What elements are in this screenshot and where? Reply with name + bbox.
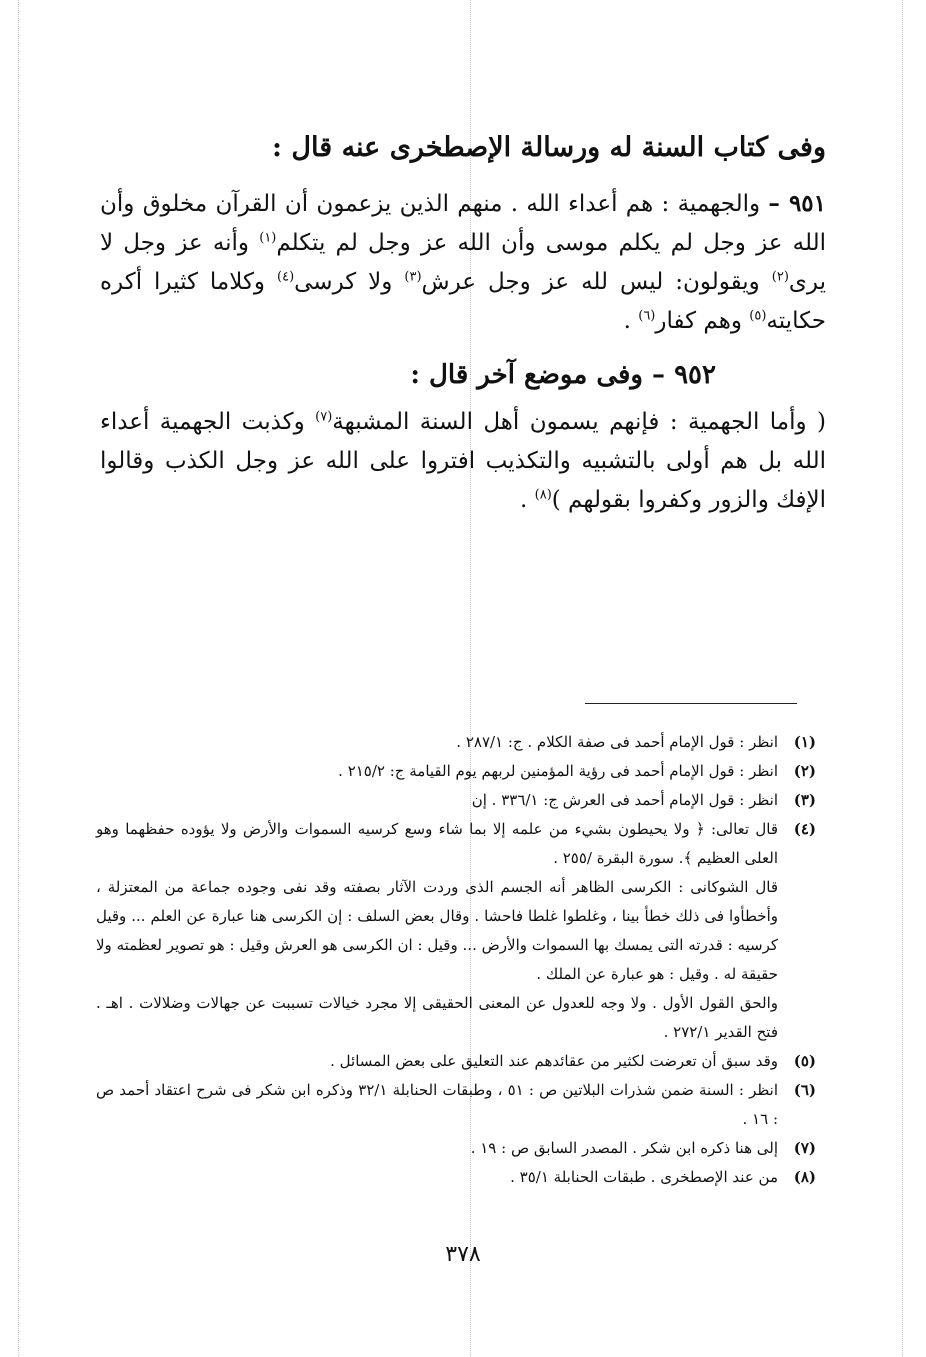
paragraph-text: . [520,487,535,513]
footnote-number: (١) [793,733,816,751]
paragraph-text: وكذبت الجهمية أعداء الله بل هم أولى بالتشبيه والتكذيب افتروا على الله عز وجل الكذب وقالوا الإفك والزور وكفروا بقولهم ) [100,409,826,513]
footnote-line: انظر : قول الإمام أحمد فى العرش ج: ٣٣٦/١ . إن [471,791,778,809]
paragraph-text: ويقولون: ليس لله عز وجل عرش [421,269,772,295]
footnote-marker[interactable]: (١) [259,230,277,246]
footnote-text [96,1163,778,1192]
page-number: ٣٧٨ [445,1242,481,1267]
footnote-text [96,728,778,757]
footnote-line: والحق القول الأول . ولا وجه للعدول عن المعنى الحقيقى إلا مجرد خيالات تسببت عن جهالات وضلالات . اهـ . فتح القدير ٢٧٢/١ . [96,994,778,1041]
footnote-item [96,1163,816,1192]
footnote-item [96,786,816,815]
item-number: ٩٥١ – [768,190,826,217]
paragraph-text: . [623,308,639,334]
footnote-marker[interactable]: (٦) [638,308,656,324]
footnote-marker[interactable]: (٥) [749,308,767,324]
footnote-marker[interactable]: (٤) [277,269,295,285]
footnote-number: (٣) [793,791,816,809]
footnote-divider [585,703,797,704]
footnote-line: انظر : قول الإمام أحمد فى صفة الكلام . ج: ٢٨٧/١ . [456,733,778,751]
paragraph-text: وكلاما كثيرا أكره حكايته [100,269,826,334]
section-heading: وفى كتاب السنة له ورسالة الإصطخرى عنه قال : [272,132,826,163]
footnote-number: (٤) [793,820,816,838]
footnote-line: من عند الإصطخرى . طبقات الحنابلة ٣٥/١ . [510,1168,778,1186]
footnote-text [96,786,778,815]
footnote-item [96,728,816,757]
paragraph-text: وأنه عز وجل لا يرى [100,230,826,295]
footnote-number: (٨) [793,1168,816,1186]
paragraph-text: ( وأما الجهمية : فإنهم يسمون أهل السنة المشبهة [332,409,826,435]
scan-artifact-line [902,0,903,1357]
footnote-marker[interactable]: (٨) [534,487,552,503]
footnote-marker[interactable]: (٢) [771,269,789,285]
footnote-item [96,757,816,786]
paragraph-text: ولا كرسى [294,269,405,295]
footnote-text [96,815,778,1047]
footnote-item [96,1047,816,1076]
paragraph-951 [100,184,826,341]
footnote-text [96,1134,778,1163]
scan-artifact-line [18,0,19,1357]
footnote-number: (٢) [793,762,816,780]
footnote-line: إلى هنا ذكره ابن شكر . المصدر السابق ص : ١٩ . [470,1139,778,1157]
footnote-line: قال الشوكانى : الكرسى الظاهر أنه الجسم الذى وردت الآثار بصفته وقد نفى وجوده جماعة من المعتزلة ، وأخطأوا فى ذلك خطأ بينا ، وغلطوا غلطا فاحشا . وقال بعض السلف : إن الكرسى هنا عبارة عن العلم ... وقيل كرسيه : قدرته التى يمسك بها السموات والأرض ... وقيل : ان الكرسى هو العرش وقيل : هو تصوير لعظمته ولا حقيقة له . وقيل : هو عبارة عن الملك . [96,878,778,983]
item-952-heading: ٩٥٢ – وفى موضع آخر قال : [410,360,716,390]
footnote-item [96,815,816,1047]
footnote-item [96,1076,816,1134]
footnotes-section [96,728,816,1192]
paragraph-952 [100,403,826,520]
paragraph-text: والجهمية : هم أعداء الله . منهم الذين يزعمون أن القرآن مخلوق وأن الله عز وجل لم يكلم موسى وأن الله عز وجل لم يتكلم [100,191,827,256]
footnote-line: قال تعالى: ﴿ ولا يحيطون بشيء من علمه إلا بما شاء وسع كرسيه السموات والأرض ولا يؤوده حفظهما وهو العلى العظيم ﴾. سورة البقرة /٢٥٥ . [96,820,778,867]
paragraph-text: وهم كفار [655,308,750,334]
footnote-line: انظر : قول الإمام أحمد فى رؤية المؤمنين لربهم يوم القيامة ج: ٢١٥/٢ . [338,762,778,780]
footnote-text [96,757,778,786]
footnote-number: (٥) [793,1052,816,1070]
footnote-item [96,1134,816,1163]
footnote-marker[interactable]: (٣) [404,269,422,285]
footnote-text [96,1047,778,1076]
footnote-text [96,1076,778,1134]
footnote-line: وقد سبق أن تعرضت لكثير من عقائدهم عند التعليق على بعض المسائل . [330,1052,778,1070]
footnote-marker[interactable]: (٧) [315,409,333,425]
footnote-number: (٦) [793,1081,816,1099]
main-text [100,128,826,520]
footnote-line: انظر : السنة ضمن شذرات البلاتين ص : ٥١ ، وطبقات الحنابلة ٣٢/١ وذكره ابن شكر فى شرح اعتقاد أحمد ص : ١٦ . [96,1081,778,1128]
footnote-number: (٧) [793,1139,816,1157]
